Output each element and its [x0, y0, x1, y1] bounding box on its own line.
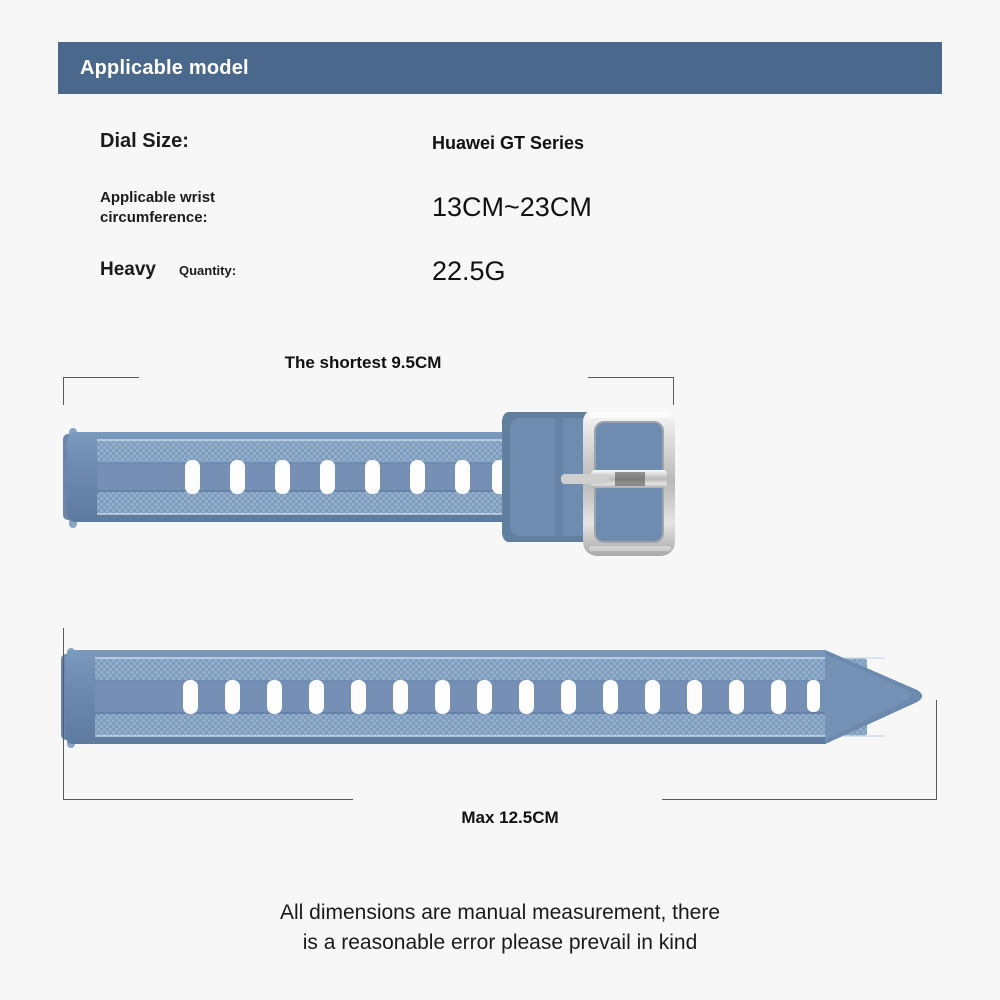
disclaimer-line-1: All dimensions are manual measurement, there	[279, 901, 721, 924]
dim-rule-top-right	[588, 377, 674, 378]
dim-tick-bottom-right	[936, 700, 937, 800]
dim-rule-top-left	[63, 377, 139, 378]
shortest-length-caption: The shortest 9.5CM	[284, 353, 442, 372]
dim-tick-bottom-left	[63, 628, 64, 800]
weight-label: Heavy	[100, 259, 156, 280]
wrist-label-line-2: circumference:	[100, 209, 208, 226]
disclaimer-note	[120, 898, 880, 958]
page-title: Applicable model	[80, 57, 249, 79]
watch-strap-short-with-buckle	[55, 398, 695, 593]
weight-value: 22.5G	[432, 256, 506, 286]
watch-strap-long-tapered	[55, 620, 945, 805]
dim-rule-bottom-left	[63, 799, 353, 800]
dial-size-value: Huawei GT Series	[432, 133, 585, 153]
wrist-circumference-value: 13CM~23CM	[432, 192, 592, 222]
quantity-label: Quantity:	[179, 263, 237, 278]
dim-rule-bottom-right	[662, 799, 937, 800]
wrist-circumference-label	[100, 188, 400, 228]
max-length-caption: Max 12.5CM	[461, 808, 559, 827]
dial-size-label: Dial Size:	[100, 130, 189, 152]
disclaimer-line-2: is a reasonable error please prevail in kind	[302, 931, 698, 954]
wrist-label-line-1: Applicable wrist	[100, 189, 216, 206]
